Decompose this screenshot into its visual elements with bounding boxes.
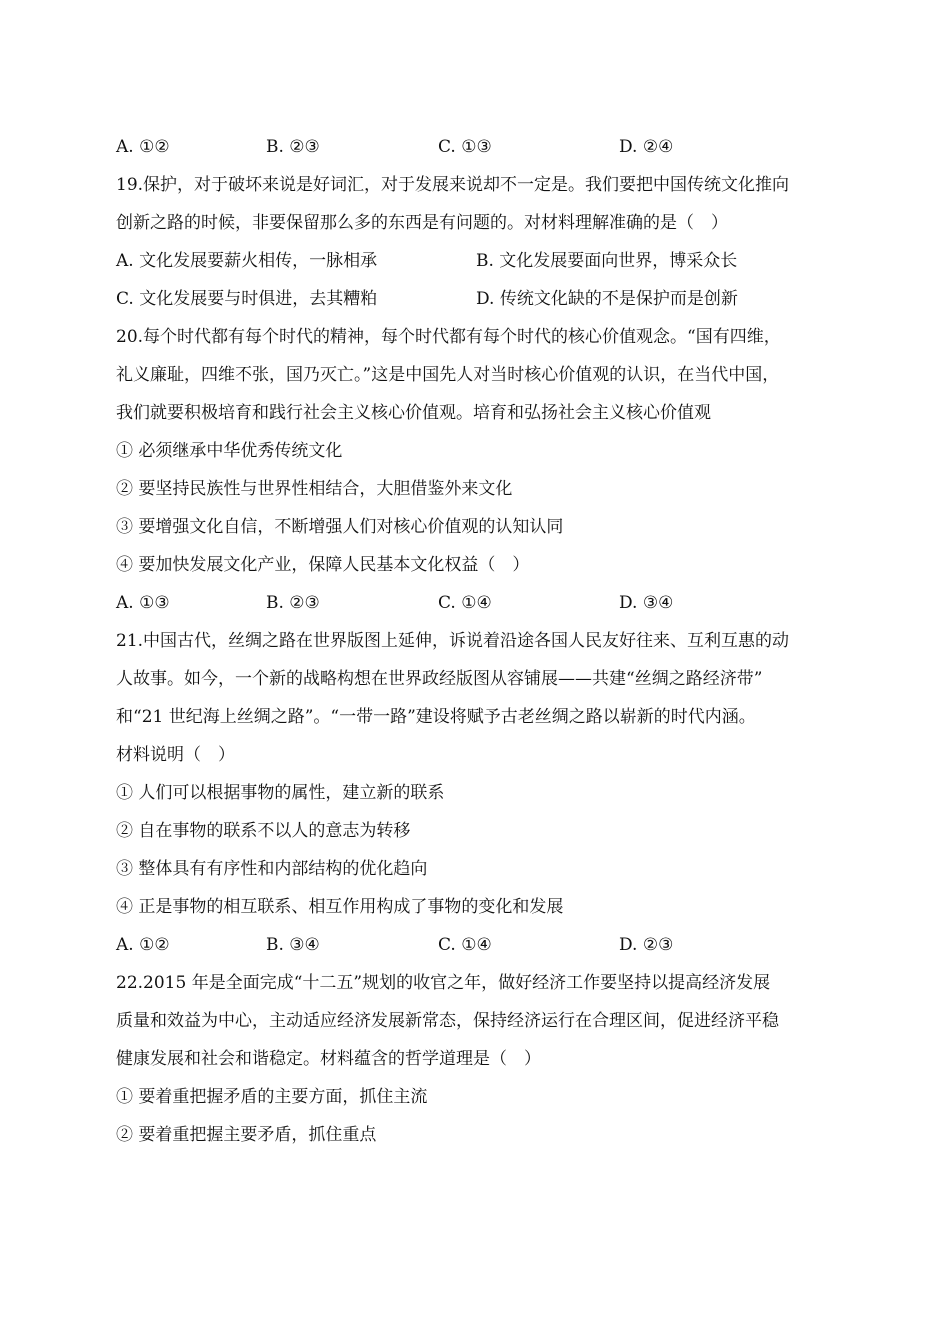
q21-stem-line-1: 21.中国古代，丝绸之路在世界版图上延伸，诉说着沿途各国人民友好往来、互利互惠的动 — [116, 631, 790, 651]
q22-stem-line-3: 健康发展和社会和谐稳定。材料蕴含的哲学道理是（ ） — [116, 1049, 541, 1069]
q18-option-d: D. ②④ — [619, 137, 674, 157]
q21-stem-line-3: 和“21 世纪海上丝绸之路”。“一带一路”建设将赋予古老丝绸之路以崭新的时代内涵。 — [116, 707, 756, 727]
q21-item-4: ④ 正是事物的相互联系、相互作用构成了事物的变化和发展 — [116, 897, 564, 917]
q18-option-c: C. ①③ — [438, 137, 492, 157]
q20-stem-line-2: 礼义廉耻，四维不张，国乃灭亡。”这是中国先人对当时核心价值观的认识，在当代中国， — [116, 365, 780, 385]
q21-stem-line-2: 人故事。如今，一个新的战略构想在世界政经版图从容铺展——共建“丝绸之路经济带” — [116, 669, 763, 689]
q21-item-2: ② 自在事物的联系不以人的意志为转移 — [116, 821, 411, 841]
q20-option-d: D. ③④ — [619, 593, 674, 613]
exam-page — [116, 128, 856, 1154]
q20-option-b: B. ②③ — [266, 593, 320, 613]
q21-options — [116, 926, 856, 964]
q20-item-4: ④ 要加快发展文化产业，保障人民基本文化权益（ ） — [116, 555, 530, 575]
q20-item-2: ② 要坚持民族性与世界性相结合，大胆借鉴外来文化 — [116, 479, 513, 499]
q19-option-b: B. 文化发展要面向世界，博采众长 — [476, 251, 738, 271]
q21-item-1: ① 人们可以根据事物的属性，建立新的联系 — [116, 783, 445, 803]
q19-stem-line-2: 创新之路的时候，非要保留那么多的东西是有问题的。对材料理解准确的是（ ） — [116, 213, 728, 233]
q20-stem-line-1: 20.每个时代都有每个时代的精神，每个时代都有每个时代的核心价值观念。“国有四维， — [116, 327, 781, 347]
q18-options — [116, 128, 856, 166]
q20-stem-line-3: 我们就要积极培育和践行社会主义核心价值观。培育和弘扬社会主义核心价值观 — [116, 403, 711, 423]
q21-option-a: A. ①② — [116, 935, 170, 955]
q19-options-row-1 — [116, 242, 856, 280]
q19-option-c: C. 文化发展要与时俱进，去其糟粕 — [116, 289, 378, 309]
q20-option-a: A. ①③ — [116, 593, 170, 613]
q22-stem-line-2: 质量和效益为中心，主动适应经济发展新常态，保持经济运行在合理区间，促进经济平稳 — [116, 1011, 779, 1031]
q22-item-1: ① 要着重把握矛盾的主要方面，抓住主流 — [116, 1087, 428, 1107]
q21-option-c: C. ①④ — [438, 935, 492, 955]
q20-option-c: C. ①④ — [438, 593, 492, 613]
q20-item-1: ① 必须继承中华优秀传统文化 — [116, 441, 343, 461]
q19-options-row-2 — [116, 280, 856, 318]
q21-item-3: ③ 整体具有有序性和内部结构的优化趋向 — [116, 859, 428, 879]
q18-option-b: B. ②③ — [266, 137, 320, 157]
q20-options — [116, 584, 856, 622]
q21-option-b: B. ③④ — [266, 935, 320, 955]
q19-stem-line-1: 19.保护，对于破坏来说是好词汇，对于发展来说却不一定是。我们要把中国传统文化推向 — [116, 175, 790, 195]
q21-option-d: D. ②③ — [619, 935, 674, 955]
q21-stem-line-4: 材料说明（ ） — [116, 745, 235, 765]
q20-item-3: ③ 要增强文化自信，不断增强人们对核心价值观的认知认同 — [116, 517, 564, 537]
q18-option-a: A. ①② — [116, 137, 170, 157]
q19-option-a: A. 文化发展要薪火相传，一脉相承 — [116, 251, 378, 271]
q22-stem-line-1: 22.2015 年是全面完成“十二五”规划的收官之年，做好经济工作要坚持以提高经济发展 — [116, 973, 771, 993]
q19-option-d: D. 传统文化缺的不是保护而是创新 — [476, 289, 738, 309]
q22-item-2: ② 要着重把握主要矛盾，抓住重点 — [116, 1125, 377, 1145]
